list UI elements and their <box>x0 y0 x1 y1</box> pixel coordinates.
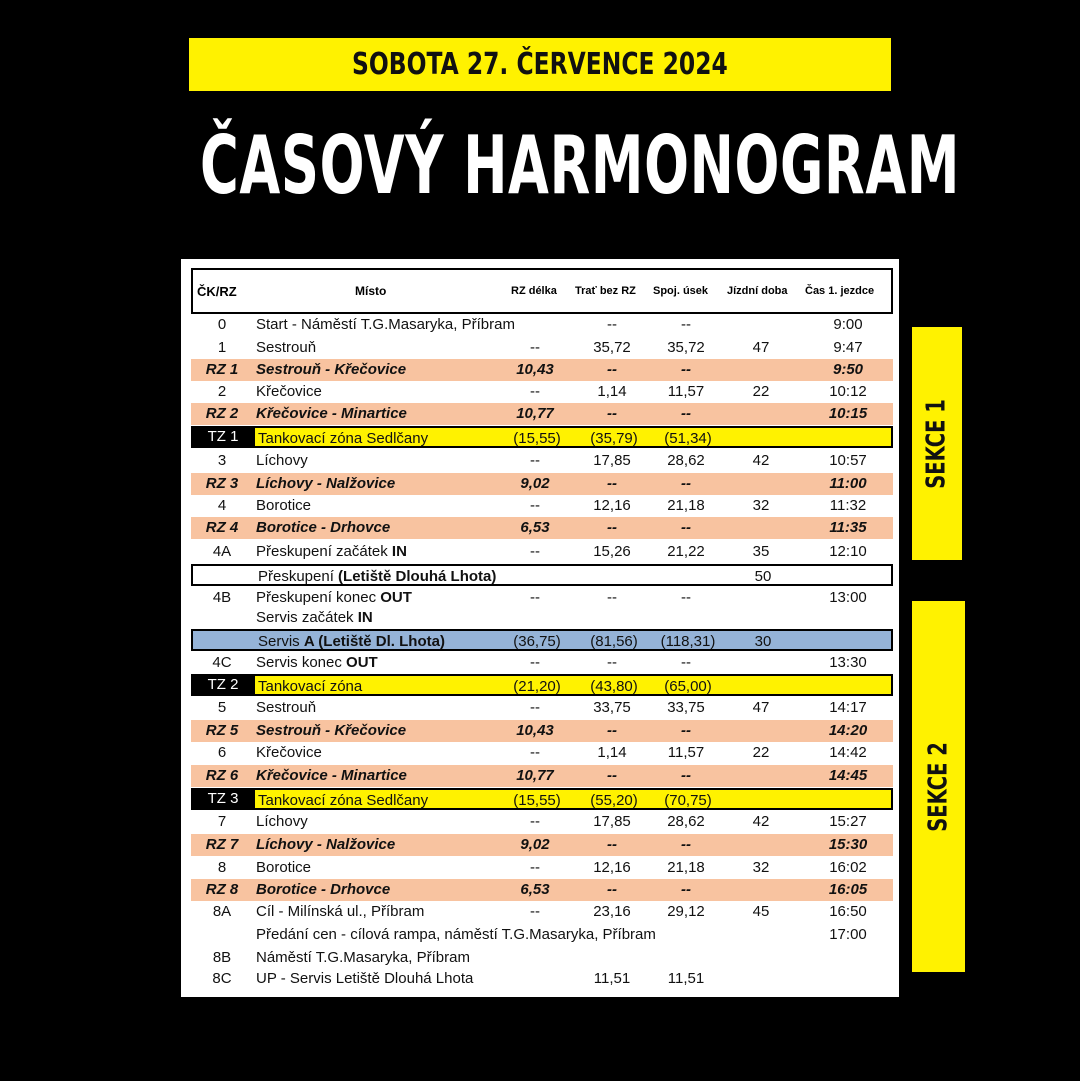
ck-cell: TZ 3 <box>191 788 255 810</box>
cas-cell: 16:50 <box>829 903 867 920</box>
ck-cell: RZ 3 <box>205 475 239 492</box>
rz-delka-cell: -- <box>530 543 540 560</box>
cas-cell: 9:47 <box>833 339 863 356</box>
location-cell: Start - Náměstí T.G.Masaryka, Příbram <box>256 316 515 333</box>
cas-cell: 11:00 <box>829 475 867 492</box>
rz-delka-cell: -- <box>530 589 540 606</box>
spoj-cell: 21,18 <box>667 859 705 876</box>
location-cell: Líchovy <box>256 813 308 830</box>
table-row <box>191 857 893 879</box>
doba-cell <box>731 968 791 990</box>
doba-cell: 22 <box>752 744 770 761</box>
trat-cell: (43,80) <box>590 678 638 695</box>
table-row <box>191 473 893 495</box>
location-cell: UP - Servis Letiště Dlouhá Lhota <box>256 970 474 987</box>
rz-delka-cell: (36,75) <box>513 633 561 650</box>
cas-cell: 17:00 <box>829 926 867 943</box>
doba-cell <box>731 924 791 946</box>
date-banner <box>189 38 891 91</box>
rz-delka-cell <box>503 314 567 336</box>
trat-cell: -- <box>607 836 617 853</box>
trat-cell: 33,75 <box>593 699 631 716</box>
cas-cell: 16:02 <box>829 859 867 876</box>
date-text: SOBOTA 27. ČERVENCE 2024 <box>352 47 728 82</box>
trat-cell <box>579 924 645 946</box>
location-cell: Křečovice - Minartice <box>256 405 407 422</box>
table-row <box>191 788 893 810</box>
ck-cell: 5 <box>217 699 227 716</box>
location-cell: Náměstí T.G.Masaryka, Příbram <box>256 949 470 966</box>
rz-delka-cell <box>503 968 567 990</box>
trat-cell: 23,16 <box>593 903 631 920</box>
location-cell: Tankovací zóna <box>258 678 363 695</box>
doba-cell: 47 <box>752 699 770 716</box>
trat-cell: (35,79) <box>590 430 638 447</box>
spoj-cell: -- <box>681 519 691 536</box>
header-ck: ČK/RZ <box>197 283 237 299</box>
spoj-cell: -- <box>681 589 691 606</box>
table-row <box>191 495 893 517</box>
cas-cell: 14:20 <box>828 722 868 739</box>
spoj-cell: -- <box>681 722 691 739</box>
rz-delka-cell: 6,53 <box>520 519 550 536</box>
spoj-cell: 21,22 <box>667 543 705 560</box>
table-row <box>191 541 893 563</box>
doba-cell: 35 <box>752 543 770 560</box>
ck-cell <box>191 924 253 946</box>
location-cell: Líchovy - Nalžovice <box>256 836 396 853</box>
location-part: Servis konec <box>256 654 347 671</box>
spoj-cell: (65,00) <box>664 678 712 695</box>
rz-delka-cell: 10,77 <box>516 405 554 422</box>
location-cell: Sestrouň - Křečovice <box>256 361 407 378</box>
ck-cell: RZ 7 <box>205 836 239 853</box>
location-part: Servis <box>258 633 304 650</box>
table-row <box>191 720 893 742</box>
doba-cell: 42 <box>752 452 770 469</box>
table-row <box>191 517 893 539</box>
ck-cell: TZ 2 <box>191 674 255 696</box>
cas-cell <box>803 947 893 969</box>
ck-cell: 1 <box>217 339 227 356</box>
trat-cell: (81,56) <box>590 633 638 650</box>
ck-cell: TZ 1 <box>191 426 255 448</box>
ck-cell: 8 <box>217 859 227 876</box>
ck-cell: RZ 4 <box>205 519 239 536</box>
cas-cell: 11:35 <box>829 519 867 536</box>
location-part: OUT <box>346 654 378 671</box>
cas-cell: 10:57 <box>829 452 867 469</box>
table-row <box>191 879 893 901</box>
doba-cell: 47 <box>752 339 770 356</box>
spoj-cell: (51,34) <box>664 430 712 447</box>
table-row <box>191 337 893 359</box>
ck-cell: RZ 8 <box>205 881 239 898</box>
rz-delka-cell: (21,20) <box>513 678 561 695</box>
doba-cell <box>731 879 791 901</box>
ck-cell: 8B <box>212 949 232 966</box>
cas-cell: 14:17 <box>829 699 867 716</box>
table-row <box>191 742 893 764</box>
location-cell: Sestrouň - Křečovice <box>256 722 407 739</box>
rz-delka-cell: (15,55) <box>513 430 561 447</box>
table-header <box>191 268 893 314</box>
table-row <box>191 403 893 425</box>
rz-delka-cell: 10,43 <box>516 361 554 378</box>
doba-cell: 42 <box>752 813 770 830</box>
trat-cell: -- <box>607 475 617 492</box>
table-row <box>191 381 893 403</box>
rz-delka-cell: -- <box>530 859 540 876</box>
rz-delka-cell: -- <box>530 903 540 920</box>
rz-delka-cell: 9,02 <box>520 475 550 492</box>
header-cas: Čas 1. jezdce <box>805 285 875 297</box>
cas-cell <box>803 968 893 990</box>
ck-cell: RZ 1 <box>205 361 239 378</box>
ck-cell: RZ 6 <box>205 767 239 784</box>
page-title <box>200 115 961 215</box>
cas-cell: 10:12 <box>829 383 867 400</box>
cas-cell <box>805 631 895 653</box>
table-row <box>191 697 893 719</box>
rz-delka-cell: 10,77 <box>516 767 554 784</box>
ck-cell: 3 <box>217 452 227 469</box>
trat-cell: -- <box>607 519 617 536</box>
location-cell <box>256 587 412 609</box>
spoj-cell: 11,57 <box>667 744 705 761</box>
ck-cell: 8A <box>212 903 232 920</box>
table-row <box>191 564 893 586</box>
cas-cell <box>805 428 895 450</box>
trat-cell: -- <box>607 361 617 378</box>
rz-delka-cell: -- <box>530 497 540 514</box>
cas-cell: 12:10 <box>829 543 867 560</box>
table-row <box>191 629 893 651</box>
rz-delka-cell: -- <box>530 813 540 830</box>
location-cell: Předání cen - cílová rampa, náměstí T.G.Masaryka, Příbram <box>256 926 656 943</box>
table-row <box>191 947 893 969</box>
table-row <box>191 450 893 472</box>
doba-cell: 32 <box>752 497 770 514</box>
location-part: IN <box>357 609 373 626</box>
rz-delka-cell: 9,02 <box>520 836 550 853</box>
ck-cell: 6 <box>217 744 227 761</box>
location-cell: Borotice - Drhovce <box>256 519 391 536</box>
doba-cell <box>731 720 791 742</box>
table-row <box>191 834 893 856</box>
ck-cell: RZ 5 <box>205 722 239 739</box>
trat-cell: 12,16 <box>593 859 631 876</box>
cas-cell: 13:30 <box>829 654 867 671</box>
doba-cell <box>731 473 791 495</box>
cas-cell <box>805 566 895 588</box>
ck-cell: 8C <box>212 970 232 987</box>
location-cell: Křečovice - Minartice <box>256 767 407 784</box>
location-part: OUT <box>380 589 412 606</box>
spoj-cell: -- <box>681 361 691 378</box>
spoj-cell: -- <box>681 767 691 784</box>
location-cell <box>256 607 373 629</box>
ck-cell: RZ 2 <box>205 405 239 422</box>
location-cell: Sestrouň <box>256 699 317 716</box>
doba-cell: 30 <box>754 633 772 650</box>
doba-cell <box>731 587 791 609</box>
cas-cell <box>805 790 895 812</box>
trat-cell: 11,51 <box>593 970 631 987</box>
rz-delka-cell: -- <box>530 699 540 716</box>
ck-cell <box>193 566 255 588</box>
table-row <box>191 587 893 629</box>
sekce-1-text: SEKCE 1 <box>922 398 953 489</box>
table-row <box>191 765 893 787</box>
spoj-cell: 11,51 <box>667 970 705 987</box>
rz-delka-cell: 10,43 <box>516 722 554 739</box>
table-row <box>191 924 893 946</box>
location-cell: Líchovy <box>256 452 308 469</box>
rz-delka-cell <box>503 924 567 946</box>
doba-cell <box>731 652 791 674</box>
doba-cell <box>731 359 791 381</box>
cas-cell: 9:00 <box>833 316 863 333</box>
location-cell: Borotice <box>256 497 312 514</box>
spoj-cell: (118,31) <box>660 633 716 650</box>
ck-cell: 4A <box>212 543 232 560</box>
ck-cell: 4C <box>212 654 232 671</box>
location-part: (Letiště Dlouhá Lhota) <box>338 568 497 585</box>
doba-cell <box>731 834 791 856</box>
location-cell: Líchovy - Nalžovice <box>256 475 396 492</box>
table-row <box>191 674 893 696</box>
spoj-cell: -- <box>681 836 691 853</box>
doba-cell <box>733 428 793 450</box>
cas-cell: 15:30 <box>828 836 868 853</box>
spoj-cell: (70,75) <box>664 792 712 809</box>
doba-cell <box>731 517 791 539</box>
rz-delka-cell: -- <box>530 339 540 356</box>
trat-cell: 35,72 <box>593 339 631 356</box>
rz-delka-cell: -- <box>530 383 540 400</box>
header-trat-bez-rz: Trať bez RZ <box>575 285 636 297</box>
trat-cell: -- <box>607 589 617 606</box>
sekce-2-text: SEKCE 2 <box>923 741 954 832</box>
cas-cell: 14:42 <box>829 744 867 761</box>
page-title-text: ČASOVÝ HARMONOGRAM <box>200 118 961 212</box>
ck-cell: 7 <box>217 813 227 830</box>
ck-cell: 4 <box>217 497 227 514</box>
cas-cell: 10:15 <box>828 405 868 422</box>
cas-cell: 11:32 <box>829 497 867 514</box>
location-cell <box>258 566 496 588</box>
doba-cell: 32 <box>752 859 770 876</box>
location-cell <box>256 541 407 563</box>
location-part: A (Letiště Dl. Lhota) <box>303 633 445 650</box>
location-part: Servis začátek <box>256 609 358 626</box>
trat-cell: -- <box>607 316 617 333</box>
rz-delka-cell <box>503 947 567 969</box>
ck-cell: 2 <box>217 383 227 400</box>
spoj-cell: -- <box>681 405 691 422</box>
spoj-cell: 35,72 <box>667 339 705 356</box>
table-row <box>191 901 893 923</box>
location-cell: Borotice <box>256 859 312 876</box>
location-cell: Tankovací zóna Sedlčany <box>258 792 429 809</box>
location-cell: Borotice - Drhovce <box>256 881 391 898</box>
schedule-table <box>181 259 899 997</box>
rz-delka-cell: -- <box>530 744 540 761</box>
location-part: IN <box>391 543 407 560</box>
trat-cell: -- <box>607 654 617 671</box>
spoj-cell: -- <box>681 881 691 898</box>
table-row <box>191 811 893 833</box>
trat-cell: (55,20) <box>590 792 638 809</box>
trat-cell: 12,16 <box>593 497 631 514</box>
cas-cell <box>805 676 895 698</box>
spoj-cell <box>653 947 719 969</box>
spoj-cell: 33,75 <box>667 699 705 716</box>
rz-delka-cell <box>505 566 569 588</box>
table-row <box>191 968 893 990</box>
cas-cell: 14:45 <box>828 767 868 784</box>
rz-delka-cell: -- <box>530 654 540 671</box>
doba-cell <box>733 790 793 812</box>
trat-cell: -- <box>607 881 617 898</box>
header-spoj-usek: Spoj. úsek <box>653 285 709 297</box>
location-cell <box>258 631 445 653</box>
header-rz-delka: RZ délka <box>511 285 557 297</box>
sekce-1-label <box>912 327 962 560</box>
rz-delka-cell: -- <box>530 452 540 469</box>
doba-cell <box>731 314 791 336</box>
trat-cell: 1,14 <box>597 383 627 400</box>
trat-cell <box>579 947 645 969</box>
spoj-cell: -- <box>681 316 691 333</box>
spoj-cell: 29,12 <box>667 903 705 920</box>
trat-cell: 17,85 <box>593 452 631 469</box>
spoj-cell: -- <box>681 654 691 671</box>
location-cell <box>256 652 378 674</box>
sekce-2-label <box>912 601 965 972</box>
table-row <box>191 426 893 448</box>
cas-cell: 16:05 <box>828 881 868 898</box>
location-part: Přeskupení konec <box>256 589 381 606</box>
doba-cell <box>731 403 791 425</box>
spoj-cell: 11,57 <box>667 383 705 400</box>
location-part: Přeskupení začátek <box>256 543 392 560</box>
spoj-cell <box>653 924 719 946</box>
doba-cell <box>731 765 791 787</box>
trat-cell: -- <box>607 722 617 739</box>
trat-cell: -- <box>607 405 617 422</box>
header-misto: Místo <box>355 284 387 298</box>
trat-cell: 17,85 <box>593 813 631 830</box>
doba-cell <box>733 676 793 698</box>
trat-cell <box>581 566 647 588</box>
spoj-cell: 28,62 <box>667 813 705 830</box>
cas-cell: 13:00 <box>829 589 867 606</box>
location-cell: Tankovací zóna Sedlčany <box>258 430 429 447</box>
doba-cell: 50 <box>754 568 772 585</box>
ck-cell: 0 <box>217 316 227 333</box>
header-jizdni-doba: Jízdní doba <box>727 285 788 297</box>
doba-cell: 22 <box>752 383 770 400</box>
spoj-cell: 28,62 <box>667 452 705 469</box>
ck-cell <box>193 631 255 653</box>
spoj-cell: -- <box>681 475 691 492</box>
spoj-cell: 21,18 <box>667 497 705 514</box>
location-cell: Sestrouň <box>256 339 317 356</box>
location-cell: Křečovice <box>256 744 322 761</box>
doba-cell: 45 <box>752 903 770 920</box>
rz-delka-cell: 6,53 <box>520 881 550 898</box>
doba-cell <box>731 947 791 969</box>
rz-delka-cell: (15,55) <box>513 792 561 809</box>
trat-cell: 15,26 <box>593 543 631 560</box>
cas-cell: 9:50 <box>832 361 864 378</box>
ck-cell: 4B <box>212 589 232 606</box>
location-cell: Křečovice <box>256 383 322 400</box>
cas-cell: 15:27 <box>829 813 867 830</box>
trat-cell: -- <box>607 767 617 784</box>
table-row <box>191 314 893 336</box>
table-row <box>191 652 893 674</box>
table-row <box>191 359 893 381</box>
spoj-cell <box>655 566 721 588</box>
trat-cell: 1,14 <box>597 744 627 761</box>
location-part: Přeskupení <box>258 568 339 585</box>
location-cell: Cíl - Milínská ul., Příbram <box>256 903 425 920</box>
